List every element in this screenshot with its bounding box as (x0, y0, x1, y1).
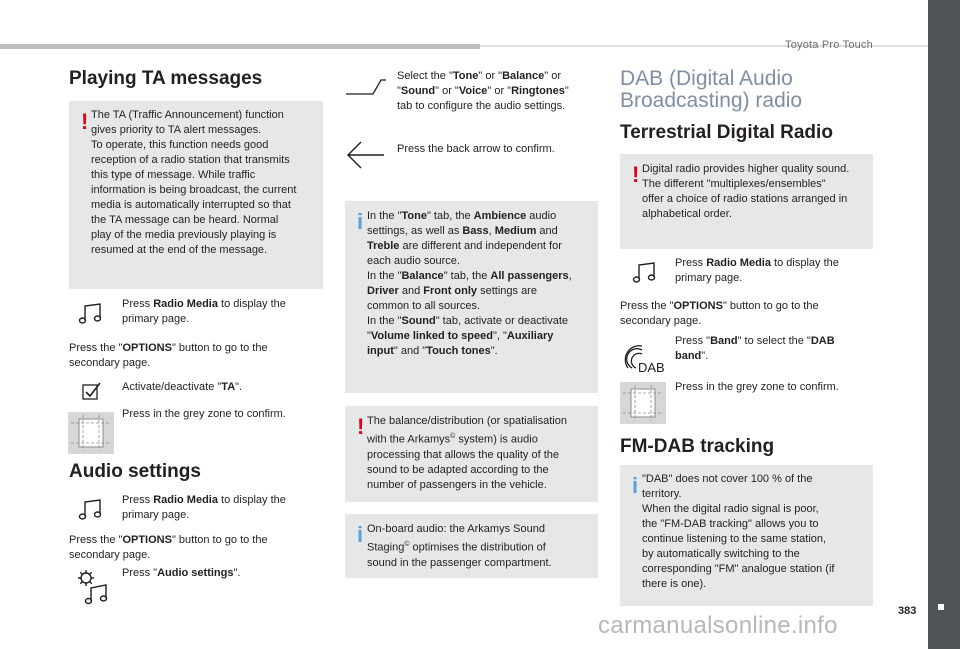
warning-box-ta (69, 101, 323, 289)
info-icon: i (632, 473, 639, 498)
grey-zone-icon (68, 412, 114, 454)
info-icon: i (357, 522, 364, 547)
music-note-icon (78, 499, 104, 521)
warning-icon: ! (632, 162, 640, 187)
back-arrow-icon (345, 140, 385, 170)
warning-text-dab: Digital radio provides higher quality sound. The different "multiplexes/ensembles" offer a choice of radio stations arranged in alphabetical order. (642, 163, 850, 220)
page-number: 383 (898, 605, 917, 617)
info-text-audio-tabs: In the "Tone" tab, the Ambience audio settings, as well as Bass, Medium and Treble are different and independent for each audio source. In the "Balance" tab, the All passengers, Driver and Front only settings are common to all sources. In the "Sound" tab, activate or deactivate "Volume linked to speed", "Auxiliary input" and "Touch tones". (367, 210, 572, 357)
heading-fm-dab-tracking: FM-DAB tracking (620, 436, 775, 457)
audio-settings-icon (76, 568, 110, 606)
instruction-radio-media-3: Press Radio Media to display the primary page. (675, 257, 839, 284)
instruction-grey-zone-2: Press in the grey zone to confirm. (675, 381, 839, 393)
warning-box-dab (620, 154, 873, 249)
header-brand: Toyota Pro Touch (785, 39, 873, 51)
grey-zone-icon (620, 382, 666, 424)
info-text-onboard-audio: On-board audio: the Arkamys Sound Staging© optimises the distribution of sound in the passenger compartment. (367, 523, 552, 569)
warning-text-ta: The TA (Traffic Announcement) function gives priority to TA alert messages. To operate, this function needs good reception of a radio station that transmits this type of message. While traffic information is being broadcast, the current media is automatically interrupted so that the TA message can be heard. Normal play of the media previously playing is resumed at the end of the message. (91, 109, 297, 256)
warning-icon: ! (81, 109, 89, 134)
warning-box-balance (345, 406, 598, 502)
checkbox-icon (82, 381, 102, 401)
warning-text-balance: The balance/distribution (or spatialisation with the Arkamys© system) is audio processing that allows the quality of the sound to be adapted according to the number of passengers in the vehicle. (367, 415, 567, 491)
svg-text:DAB: DAB (638, 360, 665, 374)
instruction-radio-media-1: Press Radio Media to display the primary page. (122, 298, 286, 325)
info-icon: i (357, 209, 364, 234)
header-rule-dark (0, 44, 480, 49)
continue-marker (938, 604, 944, 610)
info-box-fm-dab (620, 465, 873, 606)
instruction-grey-zone-1: Press in the grey zone to confirm. (122, 408, 286, 420)
instruction-options-2: Press the "OPTIONS" button to go to the secondary page. (69, 534, 268, 561)
info-box-audio-tabs (345, 201, 598, 393)
instruction-options-3: Press the "OPTIONS" button to go to the secondary page. (620, 300, 819, 327)
heading-terrestrial-digital-radio: Terrestrial Digital Radio (620, 122, 833, 143)
music-note-icon (632, 262, 658, 284)
dab-icon (618, 338, 668, 374)
instruction-select-tabs: Select the "Tone" or "Balance" or "Sound" or "Voice" or "Ringtones" tab to configure the audio settings. (397, 70, 569, 112)
info-text-fm-dab: "DAB" does not cover 100 % of the territory. When the digital radio signal is poor, the "FM-DAB tracking" allows you to continue listening to the same station, by automatically switching to the corresponding "FM" analogue station (if there is one). (642, 473, 835, 590)
instruction-radio-media-2: Press Radio Media to display the primary page. (122, 494, 286, 521)
info-box-onboard-audio (345, 514, 598, 578)
heading-audio-settings: Audio settings (69, 461, 201, 482)
warning-icon: ! (357, 414, 365, 439)
instruction-back-arrow: Press the back arrow to confirm. (397, 143, 555, 155)
instruction-band-dab: Press "Band" to select the "DAB band". (675, 335, 835, 362)
page-edge-band (928, 0, 960, 649)
heading-dab: DAB (Digital Audio Broadcasting) radio (620, 67, 803, 112)
heading-playing-ta: Playing TA messages (69, 68, 263, 89)
slider-settings-icon (345, 78, 387, 96)
music-note-icon (78, 303, 104, 325)
instruction-audio-settings: Press "Audio settings". (122, 567, 241, 579)
instruction-options-1: Press the "OPTIONS" button to go to the secondary page. (69, 342, 268, 369)
watermark: carmanualsonline.info (598, 612, 838, 639)
instruction-activate-ta: Activate/deactivate "TA". (122, 381, 243, 393)
